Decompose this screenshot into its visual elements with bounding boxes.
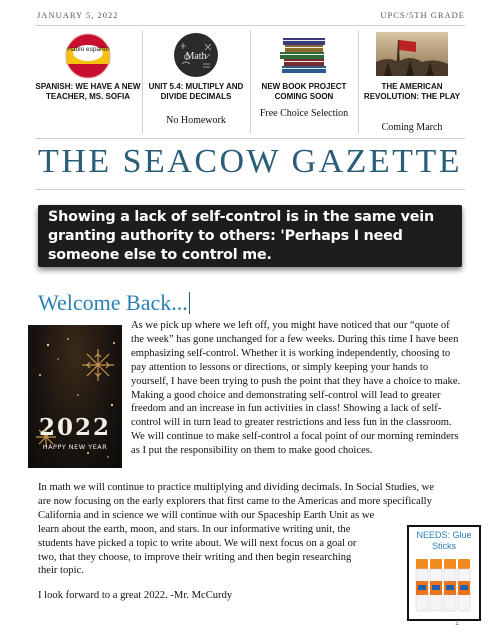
math-chalkboard-icon <box>173 32 219 78</box>
feature-title: NEW BOOK PROJECT COMING SOON <box>261 82 347 101</box>
feature-math <box>143 28 249 136</box>
paragraph-line: two, that they choose, to improve their writing and then begin researching <box>38 551 352 563</box>
header-rule <box>35 25 465 26</box>
feature-subtitle: No Homework <box>166 115 226 126</box>
paragraph-line: In math we will continue to practice multiplying and dividing decimals. In Social Studies, we <box>38 482 435 493</box>
badge-text: Hablo español <box>67 46 109 53</box>
paragraph-line: their topic. <box>38 565 84 577</box>
book-stack-icon <box>276 32 332 76</box>
class-label: UPCS/5TH GRADE <box>380 10 465 20</box>
paragraph-line: learn about the earth, moon, and stars. In our informative writing unit, the <box>38 523 351 535</box>
feature-title: THE AMERICAN REVOLUTION: THE PLAY <box>363 82 461 101</box>
newsletter-masthead: THE SEACOW GAZETTE <box>38 143 462 180</box>
poster-greeting: HAPPY NEW YEAR <box>42 443 108 451</box>
revolution-painting-icon <box>376 32 448 76</box>
paragraph-line: are now focusing on the early explorers that first came to the Americas and more specifically <box>38 495 432 507</box>
paragraph-self-control: As we pick up where we left off, you might have noticed that our “quote of the week” has gone unchanged for a few weeks. During this time I have been emphasizing self-control. Whether it is working independently, choosing to pay attention to lessons or directions, or simply keeping your hands to yourself, I have been trying to push the point that they have a choice to make. Making a good choice and demonstrating self-control will lead to greater freedom and an increase in fun activities in class! Showing a lack of self-control will in turn lead to greater restrictions and less fun in the classroom. We will continue to make self-control a focal point of our morning reminders as I put the responsibility on them to make good choices. <box>131 320 461 457</box>
supplies-needed-box <box>407 525 481 621</box>
glue-sticks-icon <box>415 557 473 615</box>
page-number: 1 <box>455 620 459 627</box>
paragraph-line: California and in science we will continue with our Spaceship Earth Unit as we <box>38 509 375 521</box>
welcome-heading <box>38 290 190 316</box>
feature-title: SPANISH: WE HAVE A NEW TEACHER, MS. SOFIA <box>35 82 141 101</box>
paragraph-curriculum <box>38 481 464 578</box>
spanish-flag-badge-icon <box>64 32 112 80</box>
masthead-top-rule <box>35 138 465 139</box>
feature-american-revolution <box>359 28 465 136</box>
badge-text: Math <box>185 51 207 62</box>
issue-date: JANUARY 5, 2022 <box>37 10 119 20</box>
masthead-bottom-rule <box>35 189 465 190</box>
feature-book-project <box>251 28 357 136</box>
quote-of-the-week-banner <box>38 205 462 267</box>
paragraph-line: students have picked a topic to write about. We will next focus on a goal or <box>38 537 357 549</box>
needs-label: NEEDS: Glue Sticks <box>416 530 472 551</box>
text-cursor <box>189 292 191 314</box>
poster-year: 2022 <box>38 414 112 441</box>
snowflake-decoration-icon <box>28 325 122 468</box>
welcome-heading-text: Welcome Back... <box>38 290 188 315</box>
feature-spanish <box>35 28 141 136</box>
feature-subtitle: Coming March <box>381 122 443 133</box>
new-year-poster <box>28 325 122 468</box>
feature-subtitle: Free Choice Selection <box>259 108 349 119</box>
quote-text: Showing a lack of self-control is in the same vein granting authority to others: 'Perhaps I need someone else to control me. <box>48 209 434 263</box>
signoff: I look forward to a great 2022. -Mr. McCurdy <box>38 590 233 601</box>
feature-title: UNIT 5.4: MULTIPLY AND DIVIDE DECIMALS <box>148 82 244 101</box>
